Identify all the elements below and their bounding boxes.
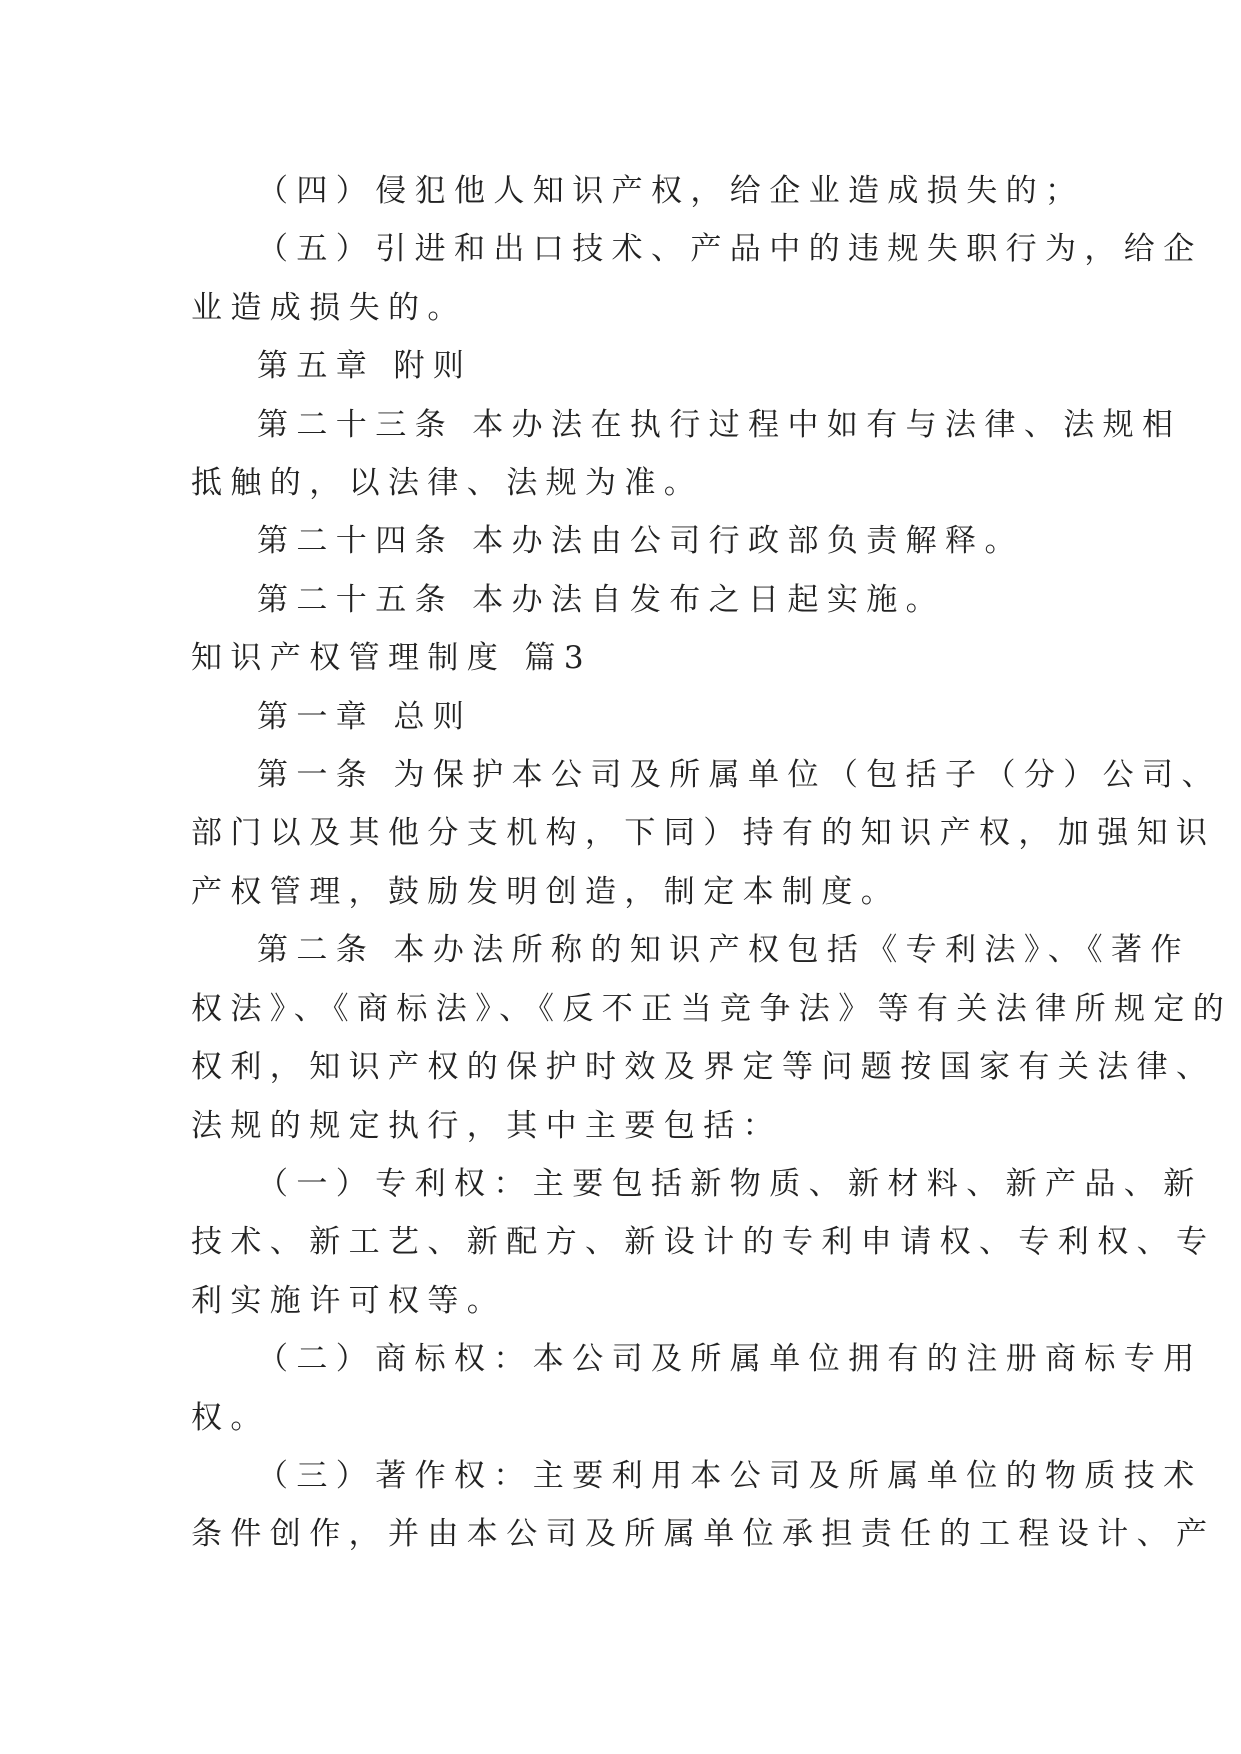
paragraph-line: 第二十三条 本办法在执行过程中如有与法律、法规相 — [257, 406, 1182, 443]
paragraph-line: 业造成损失的。 — [191, 289, 467, 326]
paragraph-line: 抵触的，以法律、法规为准。 — [191, 465, 704, 502]
paragraph-line: 权利，知识产权的保护时效及界定等问题按国家有关法律、 — [191, 1049, 1216, 1086]
paragraph-line: （五）引进和出口技术、产品中的违规失职行为，给企 — [257, 231, 1203, 268]
paragraph-line: 技术、新工艺、新配方、新设计的专利申请权、专利权、专 — [191, 1224, 1216, 1261]
paragraph-line: 条件创作，并由本公司及所属单位承担责任的工程设计、产 — [191, 1516, 1216, 1553]
chapter-heading: 第一章 总则 — [257, 698, 473, 735]
paragraph-line: 权。 — [191, 1399, 270, 1436]
paragraph-line: （三）著作权：主要利用本公司及所属单位的物质技术 — [257, 1457, 1203, 1494]
paragraph-line: 产权管理，鼓励发明创造，制定本制度。 — [191, 873, 901, 910]
paragraph-line: 利实施许可权等。 — [191, 1282, 507, 1319]
paragraph-line: （二）商标权：本公司及所属单位拥有的注册商标专用 — [257, 1341, 1203, 1378]
chapter-heading: 第五章 附则 — [257, 348, 473, 385]
paragraph-line: 第二十四条 本办法由公司行政部负责解释。 — [257, 523, 1024, 560]
section-title: 知识产权管理制度 篇3 — [191, 640, 592, 677]
paragraph-line: （四）侵犯他人知识产权，给企业造成损失的； — [257, 173, 1085, 209]
paragraph-line: 法规的规定执行，其中主要包括： — [191, 1107, 782, 1144]
paragraph-line: （一）专利权：主要包括新物质、新材料、新产品、新 — [257, 1165, 1203, 1202]
paragraph-line: 权法》、《商标法》、《反不正当竞争法》等有关法律所规定的 — [191, 990, 1233, 1027]
document-body — [191, 162, 1233, 1564]
paragraph-line: 第二条 本办法所称的知识产权包括《专利法》、《著作 — [257, 932, 1190, 969]
paragraph-line: 部门以及其他分支机构，下同）持有的知识产权，加强知识 — [191, 815, 1216, 852]
paragraph-line: 第二十五条 本办法自发布之日起实施。 — [257, 581, 946, 618]
paragraph-line: 第一条 为保护本公司及所属单位（包括子（分）公司、 — [257, 757, 1221, 794]
